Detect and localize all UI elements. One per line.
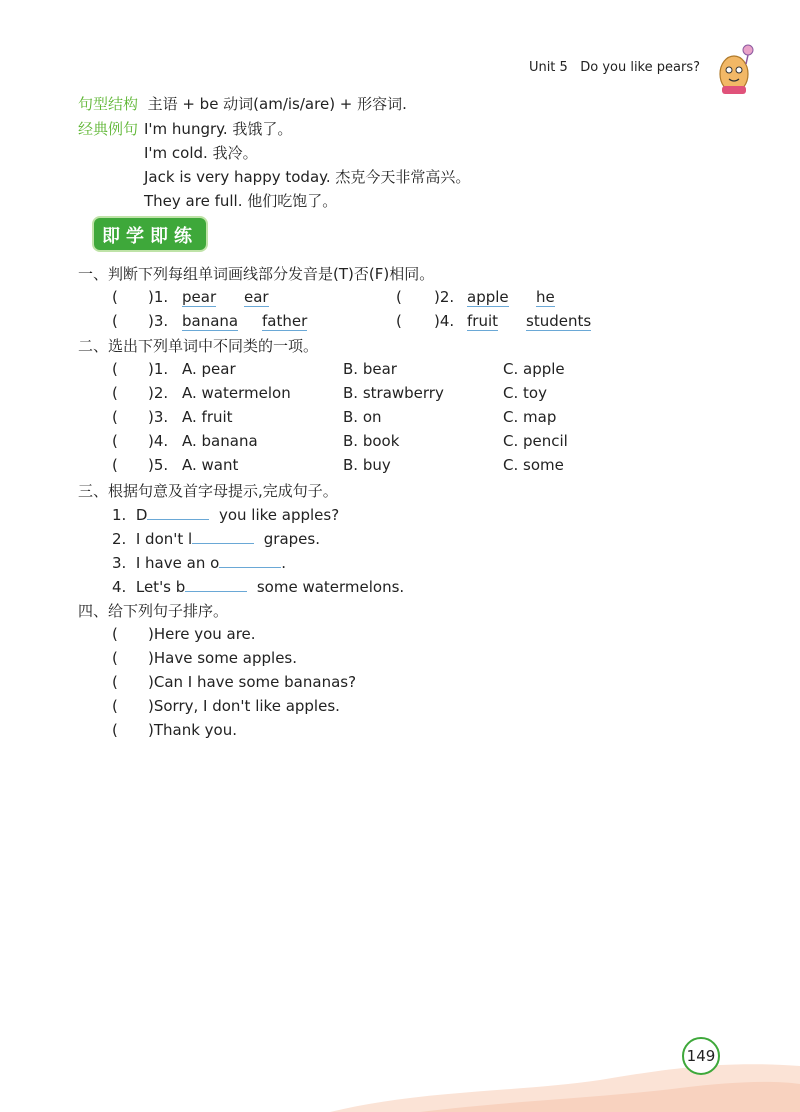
sec2-option-a: A. pear: [182, 360, 236, 378]
sec1-paren: (: [396, 312, 402, 330]
page-number: 149: [682, 1037, 720, 1075]
sec2-option-a: A. want: [182, 456, 239, 474]
sec1-word: students: [526, 312, 592, 330]
sec3-suffix: some watermelons.: [256, 578, 405, 596]
sec4-sentence: )Here you are.: [148, 625, 256, 643]
sec1-paren: (: [396, 288, 402, 306]
sec2-paren: (: [112, 432, 118, 450]
sec3-item: [112, 504, 339, 524]
unit-header: [529, 60, 700, 75]
structure-line: [78, 93, 407, 114]
answer-blank[interactable]: [185, 576, 247, 592]
sec1-word: banana: [182, 312, 239, 330]
sec3-item: [112, 552, 286, 572]
unit-title: Do you like pears?: [580, 60, 700, 75]
practice-title: 即学即练: [102, 226, 198, 247]
answer-blank[interactable]: [219, 552, 281, 568]
sec2-number: )4.: [148, 432, 169, 450]
sec2-option-a: A. fruit: [182, 408, 233, 426]
sec2-option-c: C. pencil: [503, 432, 568, 450]
sec2-option-b: B. on: [343, 408, 382, 426]
sec1-word: fruit: [467, 312, 499, 330]
sec3-suffix: you like apples?: [218, 506, 340, 524]
sec4-paren: (: [112, 649, 118, 667]
mascot-illustration: [712, 44, 758, 96]
practice-badge: [94, 218, 206, 250]
sec3-number: 3.: [112, 554, 127, 572]
sec1-paren: (: [112, 312, 118, 330]
sec2-paren: (: [112, 384, 118, 402]
sec4-sentence: )Thank you.: [148, 721, 238, 739]
sec4-paren: (: [112, 625, 118, 643]
bottom-wave-decoration: [0, 1040, 800, 1112]
sec4-paren: (: [112, 697, 118, 715]
sec4-sentence: )Have some apples.: [148, 649, 298, 667]
sec3-suffix: .: [281, 554, 287, 572]
sec2-paren: (: [112, 360, 118, 378]
sec3-number: 4.: [112, 578, 127, 596]
structure-text: 主语 + be 动词(am/is/are) + 形容词.: [147, 95, 407, 113]
sec1-word: apple: [467, 288, 509, 306]
sec1-word: ear: [244, 288, 269, 306]
section3-title: 三、根据句意及首字母提示,完成句子。: [78, 482, 338, 500]
example-sentence: Jack is very happy today. 杰克今天非常高兴。: [144, 168, 471, 186]
section1-title: 一、判断下列每组单词画线部分发音是(T)否(F)相同。: [78, 265, 435, 283]
sec2-paren: (: [112, 408, 118, 426]
section4-title: 四、给下列句子排序。: [78, 602, 229, 620]
sec1-number: )2.: [434, 288, 455, 306]
example-sentence: I'm cold. 我冷。: [144, 144, 258, 162]
sec3-number: 2.: [112, 530, 127, 548]
sec3-item: [112, 576, 404, 596]
sec1-word: father: [262, 312, 308, 330]
sec2-number: )3.: [148, 408, 169, 426]
sec2-option-b: B. bear: [343, 360, 397, 378]
sec4-sentence: )Sorry, I don't like apples.: [148, 697, 340, 715]
sec2-option-c: C. map: [503, 408, 557, 426]
sec3-prefix: I don't l: [135, 530, 193, 548]
sec2-option-a: A. banana: [182, 432, 258, 450]
unit-label: Unit 5: [528, 60, 568, 75]
sec2-number: )2.: [148, 384, 169, 402]
sec2-option-b: B. strawberry: [343, 384, 444, 402]
answer-blank[interactable]: [192, 528, 254, 544]
sec3-prefix: D: [135, 506, 148, 524]
sec1-paren: (: [112, 288, 118, 306]
section2-title: 二、选出下列单词中不同类的一项。: [78, 337, 319, 355]
sec2-option-b: B. buy: [343, 456, 391, 474]
sec2-option-c: C. some: [503, 456, 564, 474]
sec3-suffix: grapes.: [263, 530, 320, 548]
sec2-option-a: A. watermelon: [182, 384, 291, 402]
sec3-number: 1.: [112, 506, 127, 524]
example-sentence: They are full. 他们吃饱了。: [144, 192, 338, 210]
sec3-prefix: Let's b: [135, 578, 186, 596]
answer-blank[interactable]: [147, 504, 209, 520]
sec2-option-c: C. apple: [503, 360, 565, 378]
sec4-sentence: )Can I have some bananas?: [148, 673, 357, 691]
sec3-item: [112, 528, 320, 548]
sec2-paren: (: [112, 456, 118, 474]
example-sentence: I'm hungry. 我饿了。: [144, 120, 293, 138]
example-label: 经典例句: [78, 120, 139, 138]
sec2-number: )5.: [148, 456, 169, 474]
sec4-paren: (: [112, 673, 118, 691]
sec1-word: he: [536, 288, 555, 306]
sec4-paren: (: [112, 721, 118, 739]
sec1-word: pear: [182, 288, 217, 306]
structure-label: 句型结构: [78, 95, 139, 113]
sec2-option-b: B. book: [343, 432, 400, 450]
sec2-number: )1.: [148, 360, 169, 378]
sec3-prefix: I have an o: [135, 554, 220, 572]
sec2-option-c: C. toy: [503, 384, 547, 402]
sec1-number: )1.: [148, 288, 169, 306]
sec1-number: )3.: [148, 312, 169, 330]
sec1-number: )4.: [434, 312, 455, 330]
